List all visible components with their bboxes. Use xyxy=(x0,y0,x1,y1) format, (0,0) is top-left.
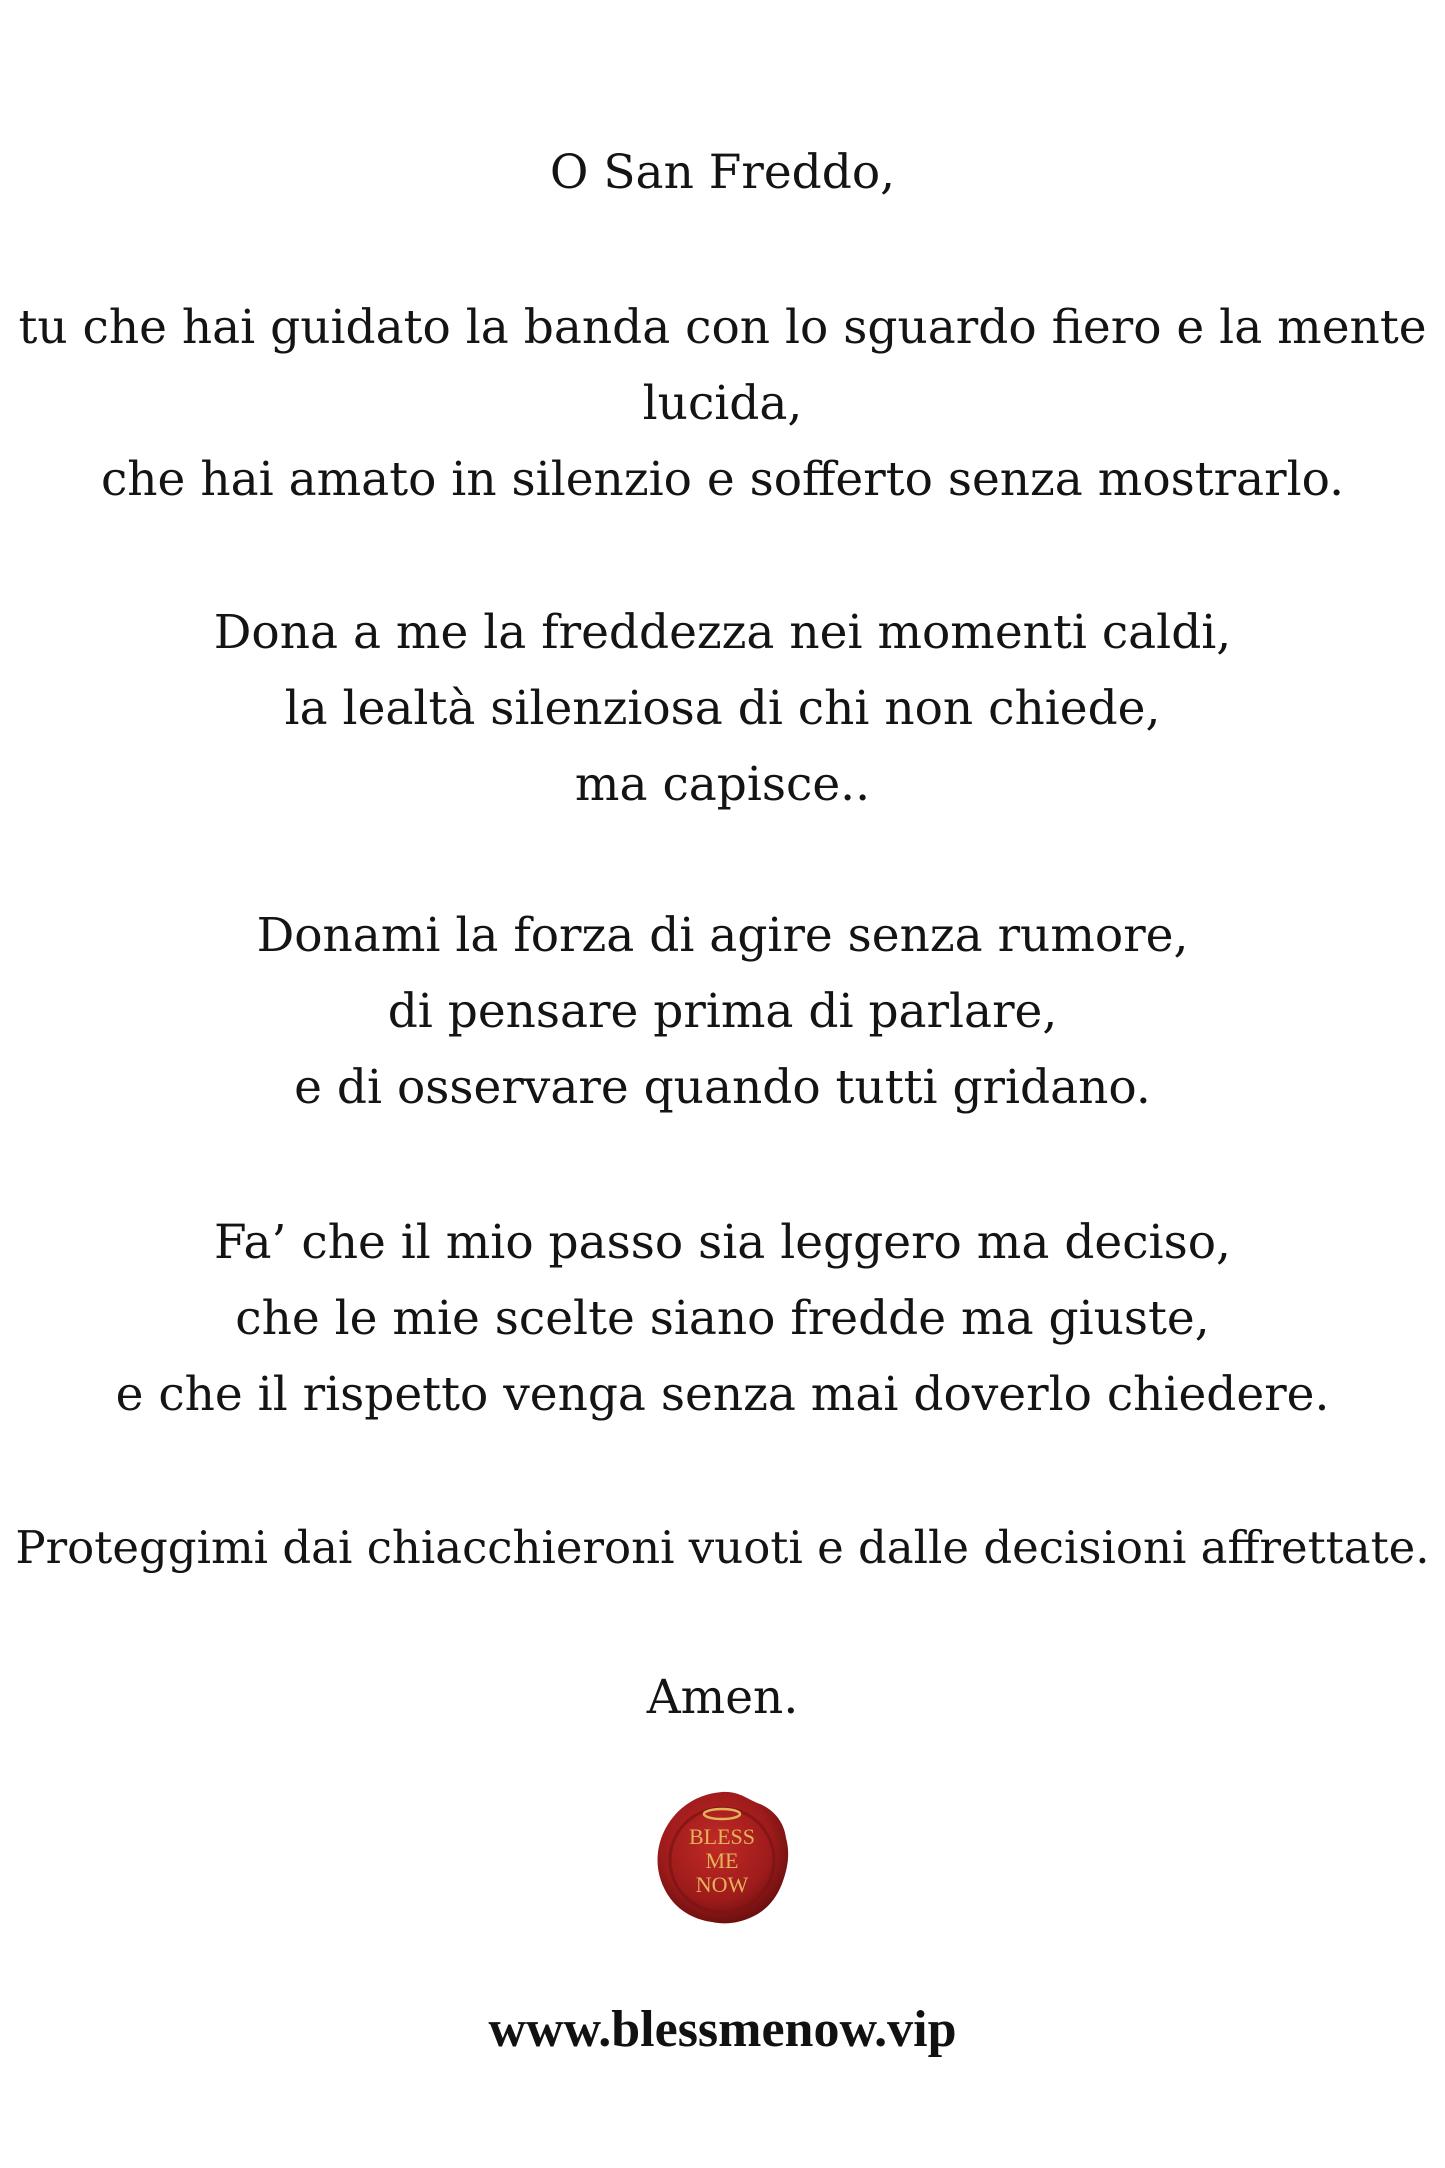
closing xyxy=(0,1660,1445,1736)
stanza-line: Fa’ che il mio passo sia leggero ma deciso, xyxy=(214,1215,1231,1270)
stanza-5 xyxy=(0,1510,1445,1586)
stanza-line: Donami la forza di agire senza rumore, xyxy=(256,908,1189,963)
stanza-line: Proteggimi dai chiacchieroni vuoti e dalle decisioni affrettate. xyxy=(15,1521,1430,1574)
stanza-line: la lealtà silenziosa di chi non chiede, xyxy=(284,681,1161,736)
stanza-line: e di osservare quando tutti gridano. xyxy=(294,1060,1151,1115)
wax-seal-logo xyxy=(652,1788,792,1928)
stanza-line: che le mie scelte siano fredde ma giuste, xyxy=(235,1291,1210,1346)
seal-text-line: ME xyxy=(705,1848,739,1873)
stanza-2 xyxy=(0,595,1445,823)
stanza-1 xyxy=(0,290,1445,518)
stanza-line: di pensare prima di parlare, xyxy=(387,984,1058,1039)
stanza-line: che hai amato in silenzio e sofferto senza mostrarlo. xyxy=(100,452,1345,507)
stanza-line: e che il rispetto venga senza mai doverlo chiedere. xyxy=(115,1367,1330,1422)
stanza-line: tu che hai guidato la banda con lo sguardo fiero e la mente xyxy=(18,300,1427,355)
stanza-4 xyxy=(0,1205,1445,1433)
seal-text-line: BLESS xyxy=(688,1824,756,1849)
website-url[interactable]: www.blessmenow.vip xyxy=(488,2001,957,2058)
stanza-line: ma capisce.. xyxy=(574,757,871,812)
stanza-line: lucida, xyxy=(642,376,803,431)
stanza-3 xyxy=(0,898,1445,1126)
stanza-line: Dona a me la freddezza nei momenti caldi, xyxy=(213,605,1232,660)
seal-text-line: NOW xyxy=(695,1872,749,1897)
amen-text: Amen. xyxy=(646,1670,799,1725)
prayer-greeting: O San Freddo, xyxy=(549,145,896,200)
